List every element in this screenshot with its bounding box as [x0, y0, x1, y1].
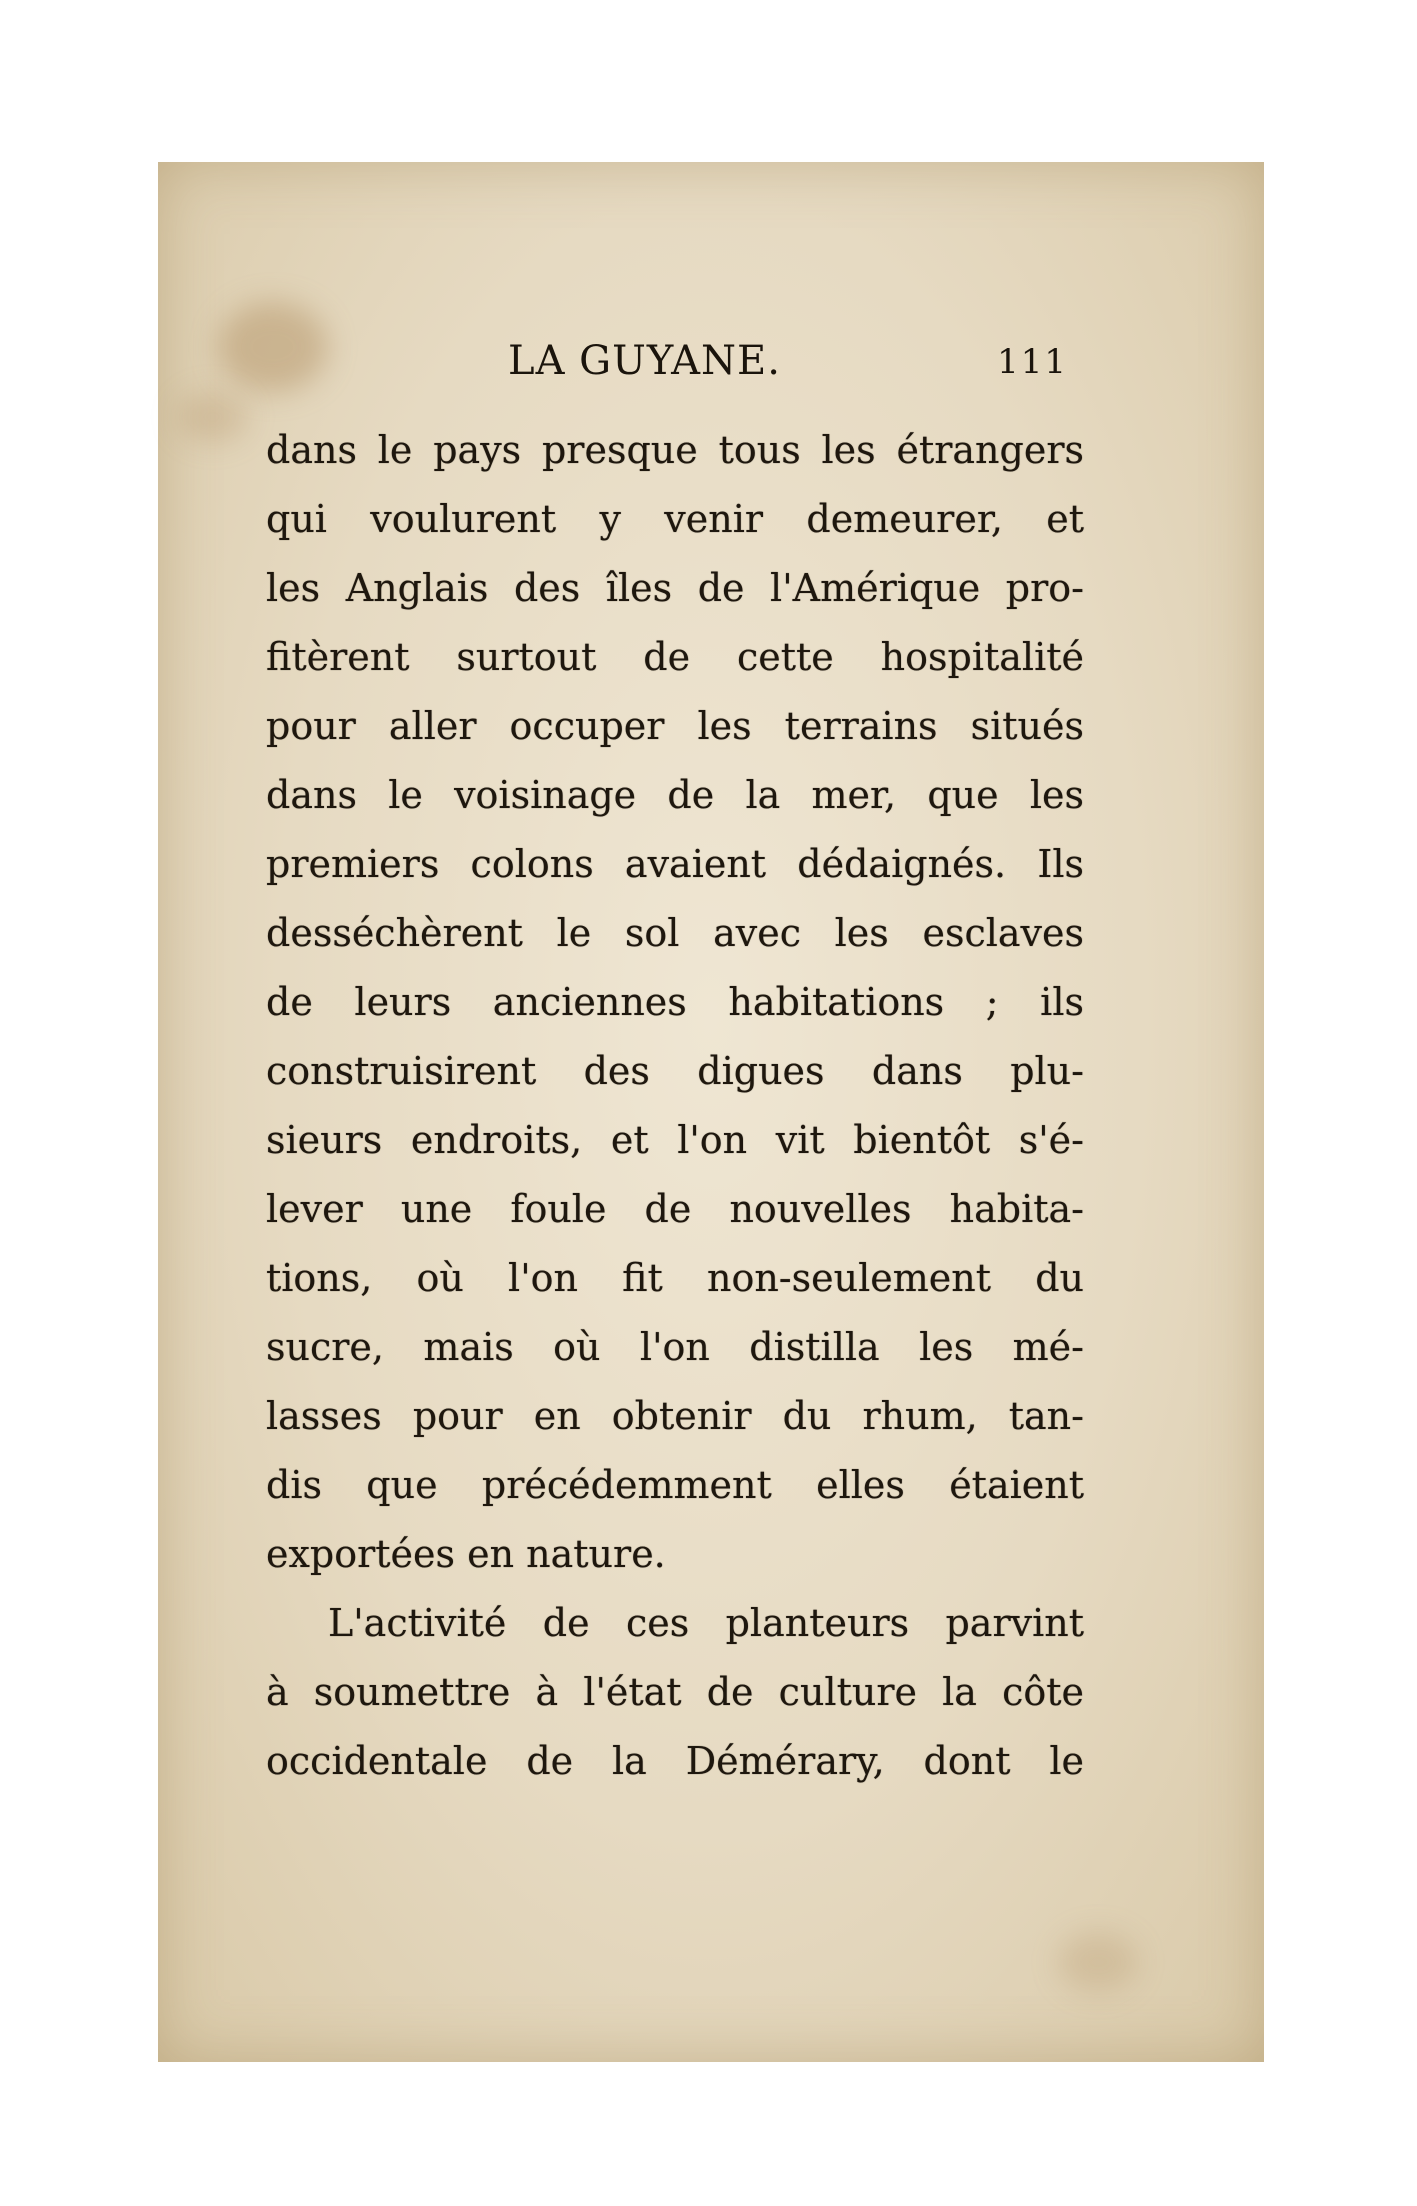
text-line: lever une foule de nouvelles habita- [266, 1187, 1084, 1231]
text-line-paragraph-end: exportées en nature. [266, 1532, 666, 1576]
text-line: lasses pour en obtenir du rhum, tan- [266, 1394, 1084, 1438]
foxing-stain [178, 392, 248, 442]
text-line: dis que précédemment elles étaient [266, 1463, 1084, 1507]
text-line: dans le voisinage de la mer, que les [266, 773, 1084, 817]
book-page [158, 162, 1264, 2062]
body-text [266, 416, 1084, 1796]
text-line: desséchèrent le sol avec les esclaves [266, 911, 1084, 955]
text-line: tions, où l'on fit non-seulement du [266, 1256, 1084, 1300]
text-line: construisirent des digues dans plu- [266, 1049, 1084, 1093]
text-line: dans le pays presque tous les étrangers [266, 428, 1084, 472]
text-line: sucre, mais où l'on distilla les mé- [266, 1325, 1084, 1369]
page-number: 111 [997, 342, 1068, 382]
text-line: occidentale de la Démérary, dont le [266, 1739, 1084, 1783]
page-header [158, 338, 1264, 388]
text-line: à soumettre à l'état de culture la côte [266, 1670, 1084, 1714]
text-line-paragraph-start: L'activité de ces planteurs parvint [328, 1601, 1084, 1645]
running-title: LA GUYANE. [508, 338, 781, 384]
text-line: sieurs endroits, et l'on vit bientôt s'é- [266, 1118, 1084, 1162]
text-line: pour aller occuper les terrains situés [266, 704, 1084, 748]
text-line: les Anglais des îles de l'Amérique pro- [266, 566, 1084, 610]
text-line: premiers colons avaient dédaignés. Ils [266, 842, 1084, 886]
text-line: qui voulurent y venir demeurer, et [266, 497, 1084, 541]
foxing-stain [1058, 1932, 1138, 1992]
text-line: fitèrent surtout de cette hospitalité [266, 635, 1084, 679]
text-line: de leurs anciennes habitations ; ils [266, 980, 1084, 1024]
